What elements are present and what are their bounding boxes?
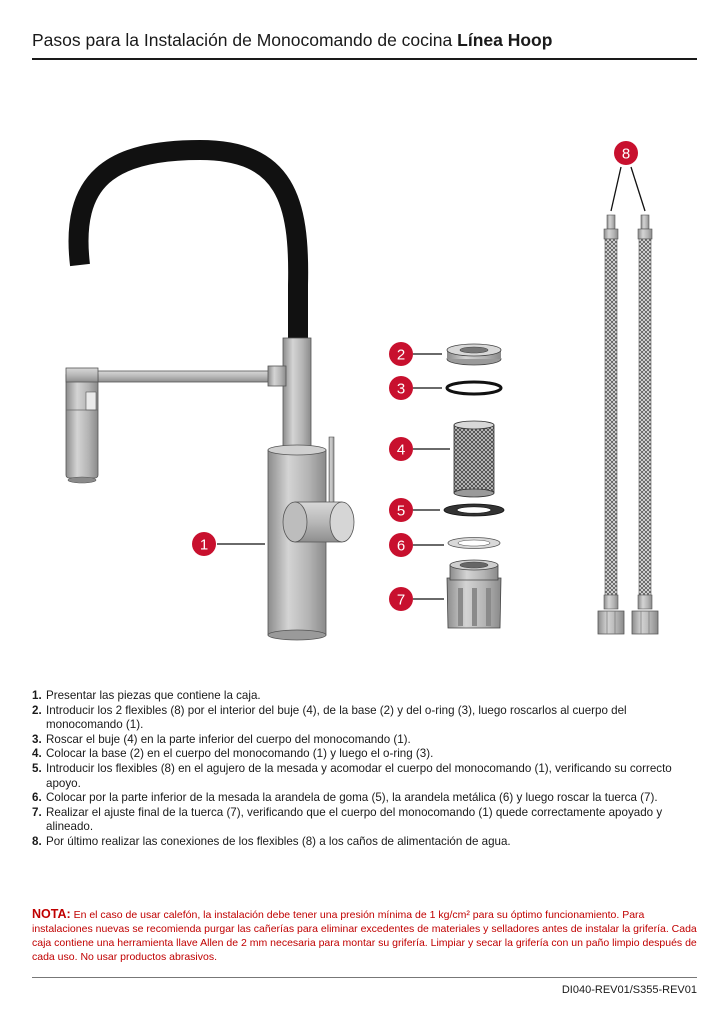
step-text: Realizar el ajuste final de la tuerca (7), verificando que el cuerpo del monocomando (1) quede correctamente apoyado y alineado.	[46, 805, 663, 834]
svg-text:4: 4	[396, 441, 406, 459]
document-code: DI040-REV01/S355-REV01	[561, 984, 697, 996]
step-item	[32, 762, 697, 791]
svg-text:3: 3	[396, 380, 406, 398]
callout-4	[389, 437, 413, 461]
callout-7	[389, 587, 413, 611]
warning-note	[32, 907, 697, 964]
note-text: En el caso de usar calefón, la instalación debe tener una presión mínima de 1 kg/cm² para su óptimo funcionamiento. Para instalaciones nuevas se recomienda purgar las cañerías para eliminar excedentes de materiales y selladores antes de instalar la grifería. Cada caja contiene una herramienta llave Allen de 2 mm necesaria para montar su grifería. Limpiar y secar la grifería con un paño limpio después de cada uso. No usar productos abrasivos.	[32, 909, 697, 963]
callout-6	[389, 533, 413, 557]
svg-text:2: 2	[396, 346, 406, 364]
callout-1	[192, 532, 216, 556]
step-number: 5.	[32, 761, 42, 775]
step-item	[32, 689, 697, 704]
step-item	[32, 835, 697, 850]
svg-text:1: 1	[199, 536, 209, 554]
svg-text:5: 5	[396, 502, 406, 520]
step-text: Roscar el buje (4) en la parte inferior del cuerpo del monocomando (1).	[46, 732, 411, 746]
callout-3	[389, 376, 413, 400]
callout-8	[614, 141, 638, 165]
step-text: Introducir los flexibles (8) en el agujero de la mesada y acomodar el cuerpo del monocomando (1), verificando su correcto apoyo.	[46, 761, 672, 790]
callout-2	[389, 342, 413, 366]
step-number: 7.	[32, 805, 42, 819]
step-number: 8.	[32, 834, 42, 848]
top-rule	[32, 58, 697, 60]
step-number: 1.	[32, 689, 42, 702]
installation-steps	[32, 689, 697, 850]
step-text: Introducir los 2 flexibles (8) por el interior del buje (4), de la base (2) y del o-ring (3), luego roscarlos al cuerpo del monocomando (1).	[46, 703, 627, 732]
step-item	[32, 806, 697, 835]
step-item	[32, 704, 697, 733]
step-number: 3.	[32, 732, 42, 746]
note-label: NOTA:	[32, 907, 71, 921]
bottom-rule	[32, 977, 697, 978]
step-number: 6.	[32, 791, 42, 805]
page-title: Pasos para la Instalación de Monocomando de cocina Línea Hoop	[32, 30, 553, 50]
svg-text:8: 8	[621, 145, 631, 163]
step-number: 2.	[32, 703, 42, 717]
step-text: Colocar la base (2) en el cuerpo del monocomando (1) y luego el o-ring (3).	[46, 747, 434, 761]
installation-diagram	[0, 110, 727, 670]
step-item	[32, 733, 697, 748]
step-number: 4.	[32, 747, 42, 761]
step-text: Por último realizar las conexiones de los flexibles (8) a los caños de alimentación de agua.	[46, 834, 511, 848]
step-item	[32, 747, 697, 762]
step-item	[32, 791, 697, 806]
step-text: Presentar las piezas que contiene la caja.	[46, 689, 261, 702]
faucet-illustration	[66, 150, 354, 640]
svg-text:6: 6	[396, 537, 406, 555]
flex-hoses-illustration	[598, 215, 658, 634]
svg-text:7: 7	[396, 591, 406, 609]
parts-illustration	[444, 344, 504, 628]
step-text: Colocar por la parte inferior de la mesada la arandela de goma (5), la arandela metálica (6) y luego roscar la tuerca (7).	[46, 791, 658, 805]
callout-5	[389, 498, 413, 522]
